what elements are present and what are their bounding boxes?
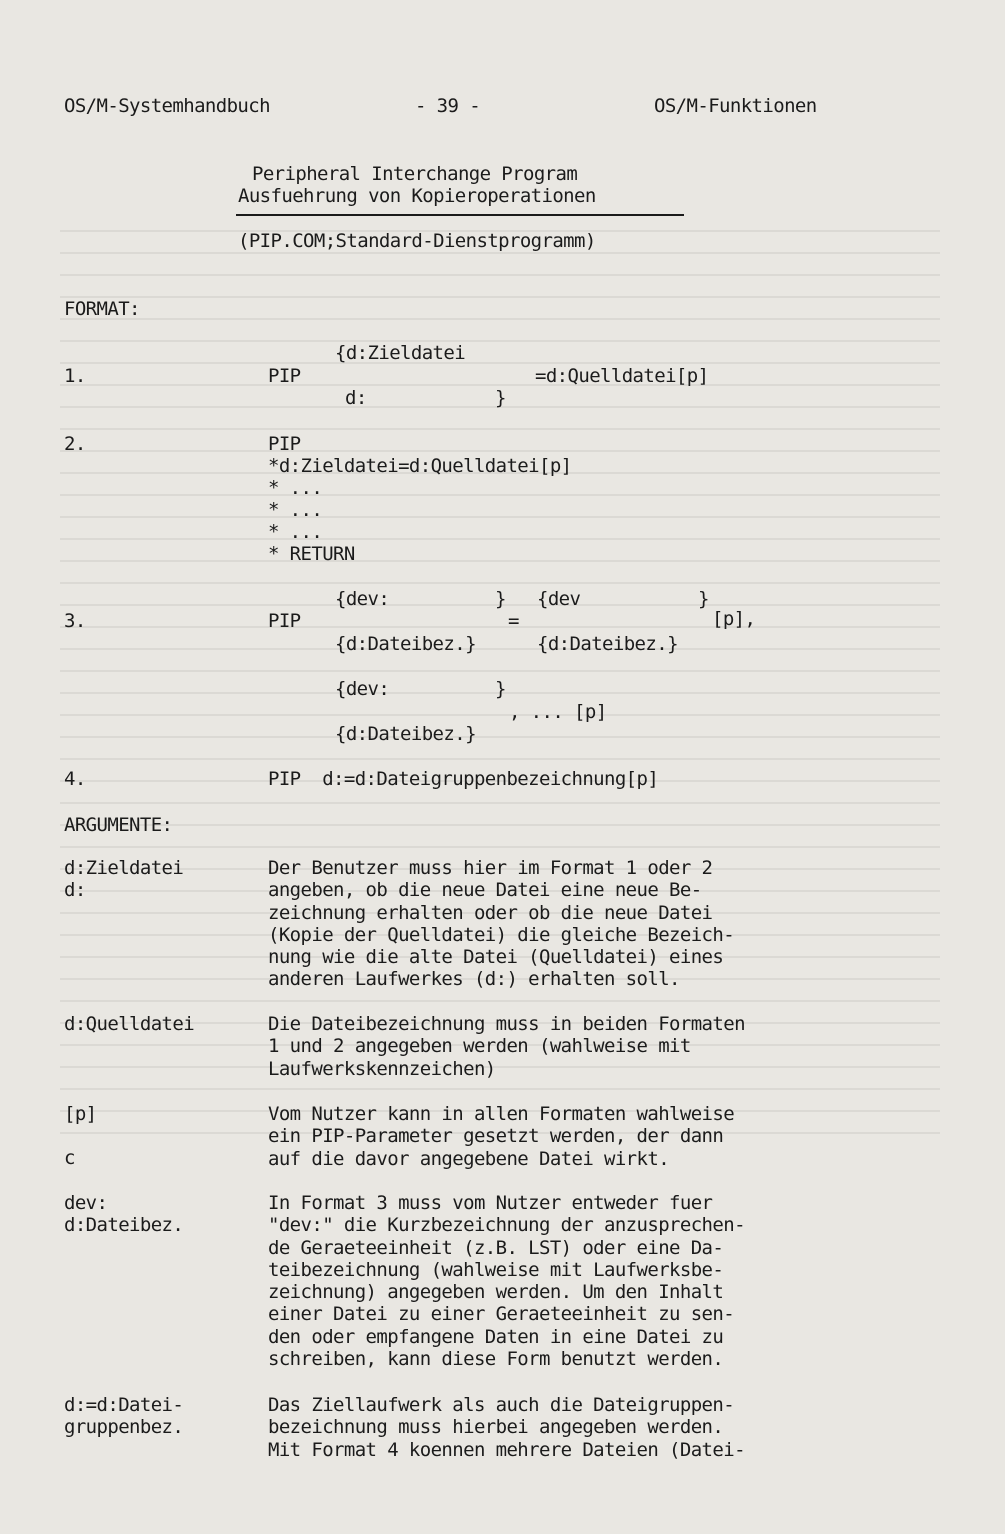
arg1-term-1: d:Zieldatei — [64, 857, 184, 879]
f3-cont-mid: , ... [p] — [509, 701, 607, 723]
f1-top: {d:Zieldatei — [335, 342, 466, 364]
arg3-term-3: c — [64, 1147, 75, 1169]
f3-bottom-right: {d:Dateibez.} — [537, 633, 678, 655]
f3-cont-top-brace: } — [495, 678, 506, 700]
f3-number: 3. — [64, 610, 86, 632]
arg4-term-2: d:Dateibez. — [64, 1214, 184, 1236]
arg4-line: teibezeichnung (wahlweise mit Laufwerksbe- — [268, 1258, 724, 1281]
format-heading: FORMAT: — [64, 298, 140, 320]
arg1-line: nung wie die alte Datei (Quelldatei) eines — [268, 946, 724, 969]
arg4-line: In Format 3 muss vom Nutzer entweder fuer — [268, 1192, 713, 1214]
arg3-term-1: [p] — [64, 1103, 97, 1125]
f3-top-left: {dev: — [335, 588, 390, 610]
arg5-line: Das Ziellaufwerk als auch die Dateigruppen- — [268, 1394, 735, 1416]
arg1-description — [268, 857, 862, 991]
arg3-description — [268, 1103, 862, 1170]
arg5-term-1: d:=d:Datei- — [64, 1394, 184, 1416]
f1-command: PIP — [268, 365, 301, 387]
arg2-line: Laufwerkskennzeichen) — [268, 1057, 496, 1080]
arg4-line: den oder empfangene Daten in eine Datei zu — [268, 1325, 724, 1348]
f3-top-right-brace: } — [698, 588, 709, 610]
arg4-line: einer Datei zu einer Geraeteeinheit zu sen- — [268, 1303, 735, 1326]
f3-cont-top: {dev: — [335, 678, 390, 700]
arg3-line: Vom Nutzer kann in allen Formaten wahlweise — [268, 1103, 735, 1125]
f3-equals: = — [508, 610, 519, 632]
arg1-line: Der Benutzer muss hier im Format 1 oder 2 — [268, 857, 713, 879]
title-line2: Ausfuehrung von Kopieroperationen — [238, 185, 596, 207]
f2-line-5: * ... — [268, 521, 323, 543]
arg5-description — [268, 1394, 862, 1461]
f3-cont-bottom: {d:Dateibez.} — [335, 723, 476, 745]
arguments-heading: ARGUMENTE: — [64, 814, 173, 836]
f4-number: 4. — [64, 768, 86, 790]
f2-line-3: * ... — [268, 477, 323, 499]
f2-line-6: * RETURN — [268, 543, 355, 565]
arg4-line: "dev:" die Kurzbezeichnung der anzusprechen- — [268, 1214, 745, 1237]
arg4-line: de Geraeteeinheit (z.B. LST) oder eine Da- — [268, 1236, 724, 1259]
f3-top-right: {dev — [537, 588, 581, 610]
arg2-term-1: d:Quelldatei — [64, 1013, 195, 1035]
page-number: - 39 - — [415, 95, 481, 117]
f3-top-left-brace: } — [495, 588, 506, 610]
title-subtitle: (PIP.COM;Standard-Dienstprogramm) — [238, 230, 596, 252]
f1-right: =d:Quelldatei[p] — [535, 365, 709, 387]
f2-number: 2. — [64, 433, 86, 455]
arg2-line: Die Dateibezeichnung muss in beiden Formaten — [268, 1013, 745, 1035]
arg2-description — [268, 1013, 862, 1080]
arg1-line: angeben, ob die neue Datei eine neue Be- — [268, 879, 702, 902]
f1-bottom-drive: d: — [345, 387, 367, 409]
arg4-term-1: dev: — [64, 1192, 108, 1214]
arg5-term-2: gruppenbez. — [64, 1416, 184, 1438]
arg4-line: schreiben, kann diese Form benutzt werden. — [268, 1348, 724, 1371]
header-right: OS/M-Funktionen — [654, 95, 817, 117]
title-underline — [236, 214, 684, 216]
header-left: OS/M-Systemhandbuch — [64, 95, 270, 117]
arg1-term-2: d: — [64, 879, 86, 901]
f2-line-4: * ... — [268, 499, 323, 521]
f3-param: [p], — [712, 608, 756, 630]
arg1-line: anderen Laufwerkes (d:) erhalten soll. — [268, 968, 680, 991]
f3-command: PIP — [268, 610, 301, 632]
f1-bottom-brace: } — [495, 387, 506, 409]
f3-bottom-left: {d:Dateibez.} — [335, 633, 476, 655]
arg4-line: zeichnung) angegeben werden. Um den Inhalt — [268, 1281, 724, 1304]
f1-number: 1. — [64, 365, 86, 387]
arg3-line: auf die davor angegebene Datei wirkt. — [268, 1147, 670, 1170]
f2-line-1: PIP — [268, 433, 301, 455]
f2-line-2: *d:Zieldatei=d:Quelldatei[p] — [268, 455, 572, 477]
arg4-description — [268, 1192, 862, 1370]
title-line1: Peripheral Interchange Program — [252, 163, 578, 185]
arg5-line: bezeichnung muss hierbei angegeben werden. — [268, 1416, 724, 1439]
f4-line: PIP d:=d:Dateigruppenbezeichnung[p] — [268, 768, 659, 790]
arg2-line: 1 und 2 angegeben werden (wahlweise mit — [268, 1035, 691, 1058]
arg5-line: Mit Format 4 koennen mehrere Dateien (Datei- — [268, 1438, 745, 1461]
arg3-line: ein PIP-Parameter gesetzt werden, der dann — [268, 1125, 724, 1148]
arg1-line: zeichnung erhalten oder ob die neue Datei — [268, 901, 713, 924]
arg1-line: (Kopie der Quelldatei) die gleiche Bezeich- — [268, 923, 735, 946]
